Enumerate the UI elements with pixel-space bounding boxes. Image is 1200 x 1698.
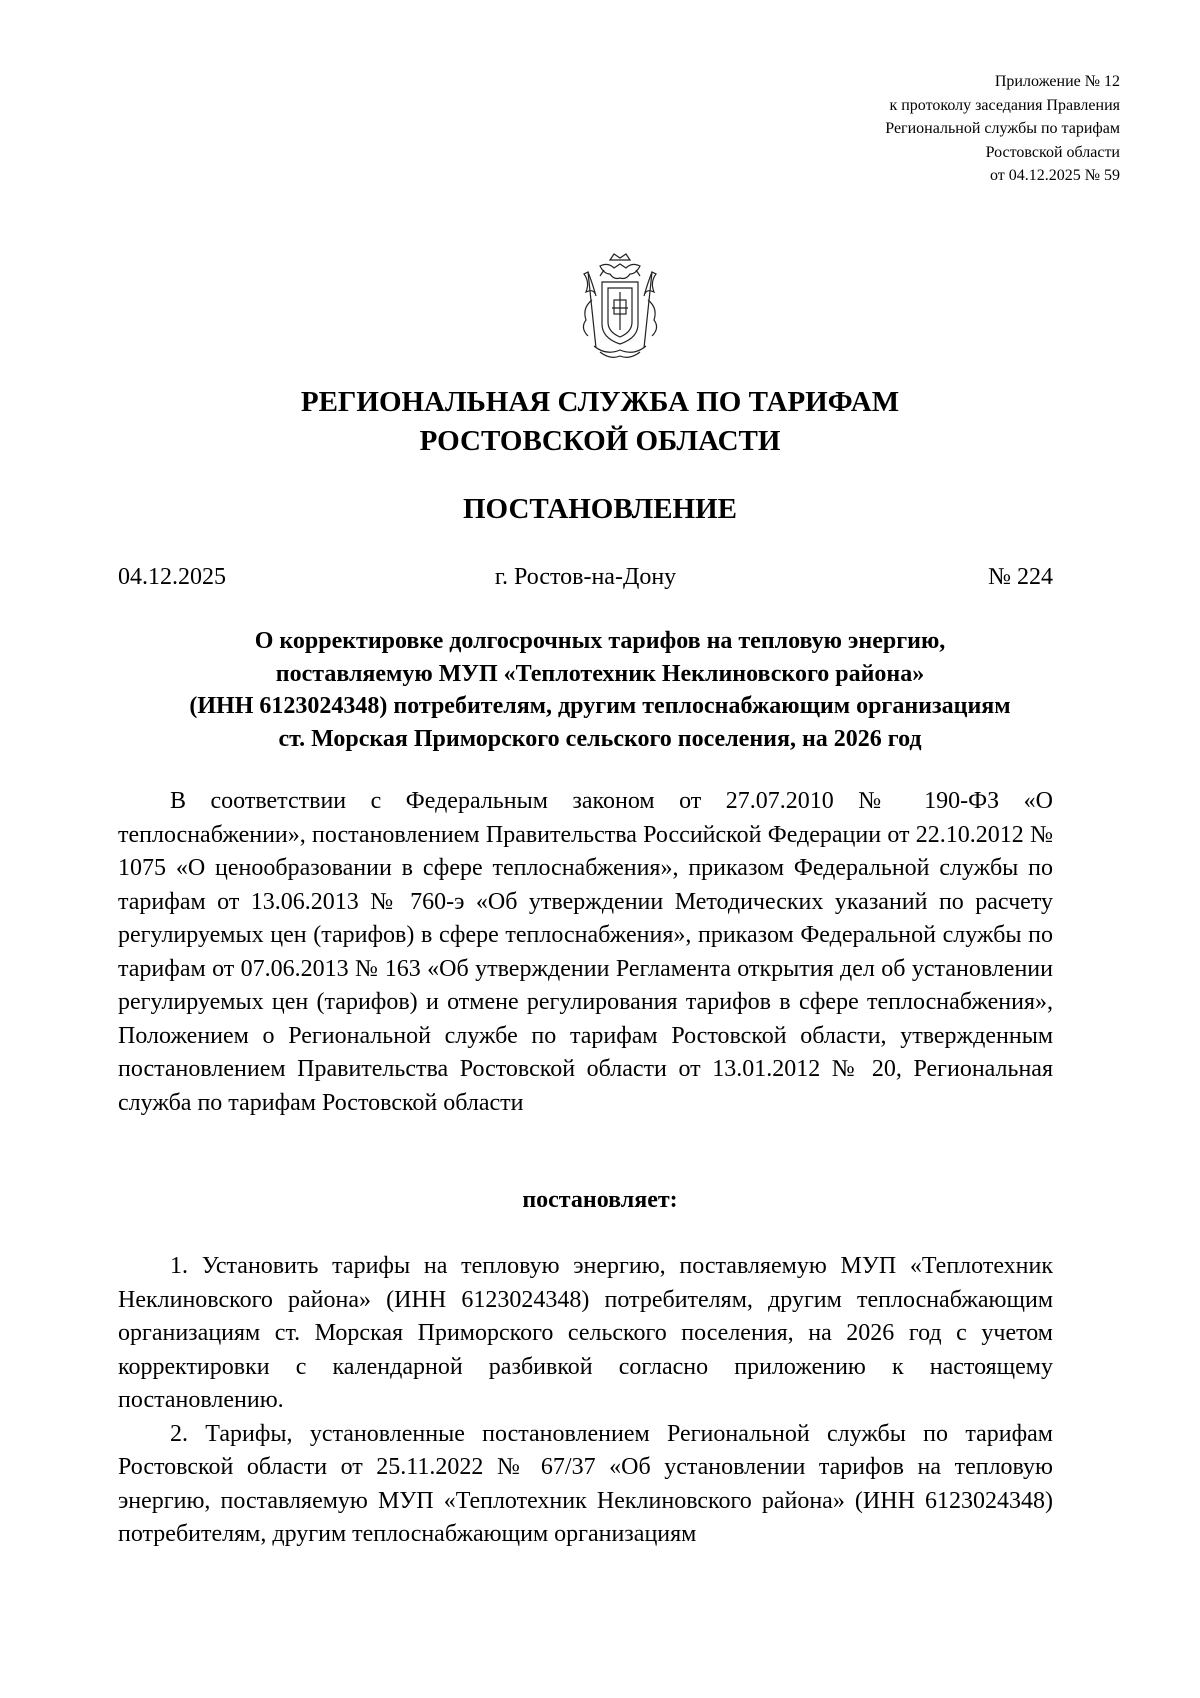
- organization-title-line: РЕГИОНАЛЬНАЯ СЛУЖБА ПО ТАРИФАМ: [300, 386, 900, 418]
- document-number: № 224: [988, 564, 1053, 590]
- appendix-line: к протоколу заседания Правления: [889, 96, 1120, 114]
- appendix-reference: [720, 70, 1120, 188]
- preamble: [118, 785, 1053, 1120]
- appendix-line: Региональной службы по тарифам: [885, 120, 1120, 137]
- document-subject: [100, 625, 1100, 755]
- resolution-items: [118, 1250, 1053, 1552]
- document-date: 04.12.2025: [118, 564, 226, 590]
- organization-title-line: РОСТОВСКОЙ ОБЛАСТИ: [419, 425, 781, 457]
- document-city: г. Ростов-на-Дону: [494, 564, 677, 590]
- subject-line: (ИНН 6123024348) потребителям, другим теплоснабжающим организациям: [189, 693, 1011, 719]
- appendix-line: от 04.12.2025 № 59: [989, 167, 1120, 184]
- resolves-heading: постановляет:: [522, 1187, 678, 1213]
- subject-line: О корректировке долгосрочных тарифов на тепловую энергию,: [254, 628, 946, 654]
- resolution-item: 2. Тарифы, установленные постановлением Региональной службы по тарифам Ростовской области от 25.11.2022 № 67/37 «Об установлении тарифов на тепловую энергию, поставляемую МУП «Теплотехник Неклиновского района» (ИНН 6123024348) потребителям, другим теплоснабжающим организациям: [118, 1420, 1053, 1547]
- appendix-line: Ростовской области: [985, 143, 1120, 161]
- preamble-paragraph: В соответствии с Федеральным законом от 27.07.2010 № 190-ФЗ «О теплоснабжении», постановлением Правительства Российской Федерации от 22.10.2012 № 1075 «О ценообразовании в сфере теплоснабжения», приказом Федеральной службы по тарифам от 13.06.2013 № 760-э «Об утверждении Методических указаний по расчету регулируемых цен (тарифов) в сфере теплоснабжения», приказом Федеральной службы по тарифам от 07.06.2013 № 163 «Об утверждении Регламента открытия дел об установлении регулируемых цен (тарифов) и отмене регулирования тарифов в сфере теплоснабжения», Положением о Региональной службе по тарифам Ростовской области, утвержденным постановлением Правительства Ростовской области от 13.01.2012 № 20, Региональная служба по тарифам Ростовской области: [118, 788, 1053, 1116]
- document-meta: [118, 560, 1053, 594]
- document-type: ПОСТАНОВЛЕНИЕ: [462, 493, 737, 525]
- resolution-item: 1. Установить тарифы на тепловую энергию, поставляемую МУП «Теплотехник Неклиновского района» (ИНН 6123024348) потребителям, другим теплоснабжающим организациям ст. Морская Приморского сельского поселения, на 2026 год с учетом корректировки с календарной разбивкой согласно приложению к настоящему постановлению.: [118, 1253, 1053, 1413]
- subject-line: ст. Морская Приморского сельского поселения, на 2026 год: [278, 725, 922, 752]
- subject-line: поставляемую МУП «Теплотехник Неклиновского района»: [275, 660, 925, 687]
- rostov-oblast-coat-of-arms-icon: [570, 252, 670, 362]
- appendix-line: Приложение № 12: [994, 73, 1120, 90]
- organization-title: [0, 383, 1200, 461]
